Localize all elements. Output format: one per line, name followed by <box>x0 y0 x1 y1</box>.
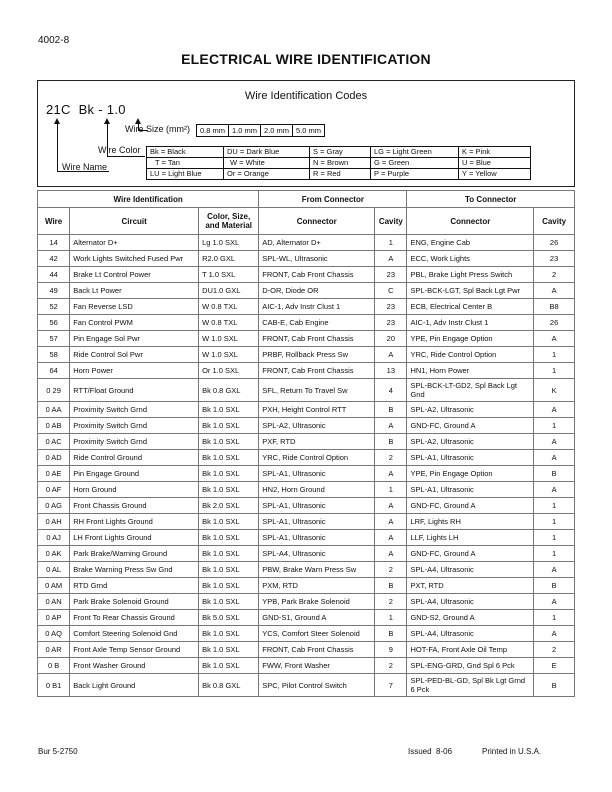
to-cavity: A <box>534 434 575 450</box>
group-header-to-connector: To Connector <box>407 191 575 208</box>
from-cavity: B <box>375 434 407 450</box>
from-cavity: A <box>375 251 407 267</box>
code-example: 21C Bk - 1.0 <box>46 102 126 117</box>
circuit-name: RH Front Lights Ground <box>70 514 199 530</box>
to-connector: HN1, Horn Power <box>407 363 534 379</box>
table-row <box>38 331 575 347</box>
from-cavity: 20 <box>375 331 407 347</box>
to-connector: SPL-A1, Ultrasonic <box>407 450 534 466</box>
table-row <box>38 363 575 379</box>
wire-size-cell: 5.0 mm <box>293 125 325 137</box>
to-cavity: 1 <box>534 498 575 514</box>
wire-number: 57 <box>38 331 70 347</box>
color-code: Y = Yellow <box>459 169 531 180</box>
to-connector: ECC, Work Lights <box>407 251 534 267</box>
from-cavity: 1 <box>375 235 407 251</box>
from-connector: YRC, Ride Control Option <box>259 450 375 466</box>
to-cavity: B <box>534 578 575 594</box>
column-header-color-size: Color, Size, and Material <box>199 208 259 235</box>
table-row <box>38 235 575 251</box>
color-size-material: Bk 1.0 SXL <box>199 434 259 450</box>
color-size-material: Bk 2.0 SXL <box>199 498 259 514</box>
to-cavity: 2 <box>534 642 575 658</box>
color-size-material: Bk 1.0 SXL <box>199 482 259 498</box>
wire-number: 0 B <box>38 658 70 674</box>
color-code: N = Brown <box>310 158 371 169</box>
table-row <box>38 283 575 299</box>
table-row <box>38 418 575 434</box>
color-code: P = Purple <box>371 169 459 180</box>
to-connector: LRF, Lights RH <box>407 514 534 530</box>
codes-heading: Wire Identification Codes <box>244 90 368 102</box>
to-connector: LLF, Lights LH <box>407 530 534 546</box>
from-connector: SPL-A2, Ultrasonic <box>259 418 375 434</box>
from-cavity: A <box>375 514 407 530</box>
to-cavity: A <box>534 626 575 642</box>
table-row <box>38 578 575 594</box>
table-row <box>38 642 575 658</box>
circuit-name: Back Lt Power <box>70 283 199 299</box>
table-row <box>38 402 575 418</box>
to-cavity: A <box>534 331 575 347</box>
color-size-material: Bk 1.0 SXL <box>199 594 259 610</box>
from-connector: FRONT, Cab Front Chassis <box>259 267 375 283</box>
from-cavity: C <box>375 283 407 299</box>
color-code: G = Green <box>371 158 459 169</box>
circuit-name: LH Front Lights Ground <box>70 530 199 546</box>
circuit-name: Brake Warning Press Sw Gnd <box>70 562 199 578</box>
circuit-name: Front Axle Temp Sensor Ground <box>70 642 199 658</box>
wire-number: 42 <box>38 251 70 267</box>
circuit-name: Alternator D+ <box>70 235 199 251</box>
from-connector: PXH, Height Control RTT <box>259 402 375 418</box>
from-cavity: 9 <box>375 642 407 658</box>
wire-number: 0 AL <box>38 562 70 578</box>
circuit-name: Pin Engage Sol Pwr <box>70 331 199 347</box>
circuit-name: Pin Engage Ground <box>70 466 199 482</box>
from-connector: SPL-A1, Ultrasonic <box>259 466 375 482</box>
color-size-material: Bk 1.0 SXL <box>199 466 259 482</box>
page-number: 4002-8 <box>38 35 70 46</box>
from-connector: SPL-A1, Ultrasonic <box>259 514 375 530</box>
wire-number: 0 AM <box>38 578 70 594</box>
color-size-material: Lg 1.0 SXL <box>199 235 259 251</box>
table-row <box>38 610 575 626</box>
circuit-name: Fan Control PWM <box>70 315 199 331</box>
color-size-material: Bk 1.0 SXL <box>199 450 259 466</box>
color-size-material: Bk 1.0 SXL <box>199 578 259 594</box>
table-row <box>38 315 575 331</box>
from-cavity: B <box>375 402 407 418</box>
column-header-circuit: Circuit <box>70 208 199 235</box>
to-cavity: A <box>534 450 575 466</box>
wire-number: 0 B1 <box>38 674 70 697</box>
from-connector: SFL, Return To Travel Sw <box>259 379 375 402</box>
from-cavity: A <box>375 498 407 514</box>
to-connector: PBL, Brake Light Press Switch <box>407 267 534 283</box>
from-cavity: B <box>375 626 407 642</box>
from-cavity: A <box>375 418 407 434</box>
from-connector: PBW, Brake Warn Press Sw <box>259 562 375 578</box>
color-size-material: Or 1.0 SXL <box>199 363 259 379</box>
wire-number: 52 <box>38 299 70 315</box>
wire-name-label: Wire Name <box>62 162 108 172</box>
to-cavity: 26 <box>534 235 575 251</box>
wire-table <box>37 190 575 697</box>
wire-number: 49 <box>38 283 70 299</box>
table-row <box>38 658 575 674</box>
wire-color-label: Wire Color <box>98 145 141 155</box>
circuit-name: Comfort Steering Solenoid Gnd <box>70 626 199 642</box>
table-row <box>38 546 575 562</box>
from-connector: AIC-1, Adv Instr Clust 1 <box>259 299 375 315</box>
table-row <box>38 450 575 466</box>
column-header-wire: Wire <box>38 208 70 235</box>
circuit-name: RTT/Float Ground <box>70 379 199 402</box>
from-connector: YPB, Park Brake Solenoid <box>259 594 375 610</box>
wire-number: 44 <box>38 267 70 283</box>
table-row <box>38 562 575 578</box>
from-cavity: 2 <box>375 450 407 466</box>
from-connector: AD, Alternator D+ <box>259 235 375 251</box>
from-connector: SPL-A1, Ultrasonic <box>259 498 375 514</box>
color-size-material: Bk 1.0 SXL <box>199 402 259 418</box>
to-cavity: 1 <box>534 514 575 530</box>
color-code: S = Gray <box>310 147 371 158</box>
color-size-material: W 1.0 SXL <box>199 347 259 363</box>
from-cavity: 23 <box>375 299 407 315</box>
color-size-material: Bk 1.0 SXL <box>199 530 259 546</box>
wire-number: 0 AQ <box>38 626 70 642</box>
to-connector: SPL-A4, Ultrasonic <box>407 594 534 610</box>
from-cavity: 7 <box>375 674 407 697</box>
from-cavity: 13 <box>375 363 407 379</box>
wire-number: 0 AF <box>38 482 70 498</box>
table-row <box>38 594 575 610</box>
table-row <box>38 379 575 402</box>
to-cavity: 1 <box>534 347 575 363</box>
to-connector: HOT-FA, Front Axle Oil Temp <box>407 642 534 658</box>
color-size-material: Bk 1.0 SXL <box>199 546 259 562</box>
wire-number: 0 AG <box>38 498 70 514</box>
from-cavity: 23 <box>375 267 407 283</box>
color-size-material: R2.0 GXL <box>199 251 259 267</box>
table-row <box>38 299 575 315</box>
wire-number: 0 AJ <box>38 530 70 546</box>
wire-number: 58 <box>38 347 70 363</box>
circuit-name: Front Chassis Ground <box>70 498 199 514</box>
wire-codes-legend <box>37 80 575 187</box>
from-connector: CAB-E, Cab Engine <box>259 315 375 331</box>
wire-number: 0 AD <box>38 450 70 466</box>
color-size-material: Bk 0.8 GXL <box>199 674 259 697</box>
wire-number: 0 AA <box>38 402 70 418</box>
color-code: T = Tan <box>147 158 224 169</box>
wire-size-label: Wire Size (mm²) <box>125 124 190 134</box>
table-row <box>38 674 575 697</box>
from-connector: SPL-A1, Ultrasonic <box>259 530 375 546</box>
to-connector: SPL-PED-BL-GD, Spl Bk Lgt Grnd 6 Pck <box>407 674 534 697</box>
from-connector: SPL-A4, Ultrasonic <box>259 546 375 562</box>
color-size-material: Bk 5.0 SXL <box>199 610 259 626</box>
wire-number: 0 AE <box>38 466 70 482</box>
circuit-name: Horn Power <box>70 363 199 379</box>
from-connector: D-OR, Diode OR <box>259 283 375 299</box>
wire-number: 0 AC <box>38 434 70 450</box>
from-connector: PXM, RTD <box>259 578 375 594</box>
to-cavity: E <box>534 658 575 674</box>
color-code: Or = Orange <box>224 169 310 180</box>
table-row <box>38 626 575 642</box>
to-cavity: A <box>534 594 575 610</box>
table-row <box>38 267 575 283</box>
to-connector: SPL-ENG-GRD, Gnd Spl 6 Pck <box>407 658 534 674</box>
from-cavity: 23 <box>375 315 407 331</box>
color-size-material: DU1.0 GXL <box>199 283 259 299</box>
from-connector: FRONT, Cab Front Chassis <box>259 331 375 347</box>
from-connector: SPL-WL, Ultrasonic <box>259 251 375 267</box>
to-connector: SPL-BCK-LGT, Spl Back Lgt Pwr <box>407 283 534 299</box>
circuit-name: Fan Reverse LSD <box>70 299 199 315</box>
to-cavity: 1 <box>534 610 575 626</box>
from-connector: GND-S1, Ground A <box>259 610 375 626</box>
to-connector: SPL-A4, Ultrasonic <box>407 626 534 642</box>
to-cavity: 1 <box>534 546 575 562</box>
color-code: R = Red <box>310 169 371 180</box>
to-connector: SPL-BCK-LT-GD2, Spl Back Lgt Gnd <box>407 379 534 402</box>
color-code: LG = Light Green <box>371 147 459 158</box>
from-cavity: 2 <box>375 594 407 610</box>
color-size-material: Bk 1.0 SXL <box>199 514 259 530</box>
color-size-material: W 0.8 TXL <box>199 299 259 315</box>
to-cavity: B <box>534 466 575 482</box>
to-connector: AIC-1, Adv Instr Clust 1 <box>407 315 534 331</box>
from-connector: PRBF, Rollback Press Sw <box>259 347 375 363</box>
page-title: ELECTRICAL WIRE IDENTIFICATION <box>181 51 431 67</box>
color-code: K = Pink <box>459 147 531 158</box>
to-connector: GND-FC, Ground A <box>407 498 534 514</box>
circuit-name: Horn Ground <box>70 482 199 498</box>
to-cavity: A <box>534 283 575 299</box>
from-cavity: 2 <box>375 562 407 578</box>
to-cavity: 2 <box>534 267 575 283</box>
wire-color-leader-h <box>107 156 145 157</box>
circuit-name: Ride Control Sol Pwr <box>70 347 199 363</box>
circuit-name: RTD Grnd <box>70 578 199 594</box>
color-size-material: Bk 0.8 GXL <box>199 379 259 402</box>
circuit-name: Park Brake/Warning Ground <box>70 546 199 562</box>
to-connector: ECB, Electrical Center B <box>407 299 534 315</box>
to-connector: PXT, RTD <box>407 578 534 594</box>
table-row <box>38 498 575 514</box>
to-connector: ENG, Engine Cab <box>407 235 534 251</box>
from-cavity: A <box>375 530 407 546</box>
circuit-name: Ride Control Ground <box>70 450 199 466</box>
color-size-material: Bk 1.0 SXL <box>199 658 259 674</box>
column-header-from-cavity: Cavity <box>375 208 407 235</box>
wire-size-cell: 1.0 mm <box>229 125 261 137</box>
wire-size-table <box>196 124 325 137</box>
to-connector: SPL-A4, Ultrasonic <box>407 562 534 578</box>
group-header-from-connector: From Connector <box>259 191 407 208</box>
circuit-name: Proximity Switch Grnd <box>70 418 199 434</box>
table-row <box>38 530 575 546</box>
color-size-material: T 1.0 SXL <box>199 267 259 283</box>
to-connector: GND-S2, Ground A <box>407 610 534 626</box>
from-cavity: B <box>375 578 407 594</box>
table-row <box>38 347 575 363</box>
wire-number: 64 <box>38 363 70 379</box>
to-cavity: 23 <box>534 251 575 267</box>
issued-date: Issued 8-06 <box>408 747 453 756</box>
wire-number: 0 AB <box>38 418 70 434</box>
color-code: Bk = Black <box>147 147 224 158</box>
table-row <box>38 434 575 450</box>
wire-number: 0 AP <box>38 610 70 626</box>
to-cavity: 1 <box>534 363 575 379</box>
wire-name-leader <box>57 124 58 171</box>
circuit-name: Work Lights Switched Fused Pwr <box>70 251 199 267</box>
from-cavity: 4 <box>375 379 407 402</box>
circuit-name: Front Washer Ground <box>70 658 199 674</box>
to-connector: SPL-A2, Ultrasonic <box>407 434 534 450</box>
to-cavity: A <box>534 482 575 498</box>
circuit-name: Park Brake Solenoid Ground <box>70 594 199 610</box>
circuit-name: Proximity Switch Grnd <box>70 434 199 450</box>
wire-color-table <box>146 146 531 180</box>
from-cavity: 1 <box>375 482 407 498</box>
color-size-material: Bk 1.0 SXL <box>199 418 259 434</box>
to-cavity: K <box>534 379 575 402</box>
color-size-material: W 0.8 TXL <box>199 315 259 331</box>
from-connector: FWW, Front Washer <box>259 658 375 674</box>
circuit-name: Brake Lt Control Power <box>70 267 199 283</box>
to-connector: YRC, Ride Control Option <box>407 347 534 363</box>
to-connector: YPE, Pin Engage Option <box>407 331 534 347</box>
to-cavity: 1 <box>534 530 575 546</box>
to-cavity: B <box>534 674 575 697</box>
group-header-wire-identification: Wire Identification <box>38 191 259 208</box>
to-cavity: A <box>534 562 575 578</box>
to-connector: GND-FC, Ground A <box>407 418 534 434</box>
color-size-material: Bk 1.0 SXL <box>199 642 259 658</box>
table-row <box>38 251 575 267</box>
from-cavity: A <box>375 546 407 562</box>
circuit-name: Front To Rear Chassis Ground <box>70 610 199 626</box>
table-row <box>38 514 575 530</box>
from-connector: SPC, Pilot Control Switch <box>259 674 375 697</box>
from-cavity: A <box>375 466 407 482</box>
from-connector: HN2, Horn Ground <box>259 482 375 498</box>
to-cavity: A <box>534 402 575 418</box>
column-header-to-connector: Connector <box>407 208 534 235</box>
document-id: Bur 5-2750 <box>38 747 78 756</box>
column-header-from-connector: Connector <box>259 208 375 235</box>
wire-number: 14 <box>38 235 70 251</box>
table-row <box>38 466 575 482</box>
from-connector: FRONT, Cab Front Chassis <box>259 363 375 379</box>
to-connector: SPL-A1, Ultrasonic <box>407 482 534 498</box>
to-connector: SPL-A2, Ultrasonic <box>407 402 534 418</box>
color-code: W = White <box>224 158 310 169</box>
from-cavity: 2 <box>375 658 407 674</box>
color-code: U = Blue <box>459 158 531 169</box>
to-connector: GND-FC, Ground A <box>407 546 534 562</box>
from-connector: PXF, RTD <box>259 434 375 450</box>
from-connector: YCS, Comfort Steer Solenoid <box>259 626 375 642</box>
circuit-name: Proximity Switch Grnd <box>70 402 199 418</box>
wire-number: 0 AN <box>38 594 70 610</box>
to-cavity: 1 <box>534 418 575 434</box>
wire-number: 0 AH <box>38 514 70 530</box>
color-size-material: Bk 1.0 SXL <box>199 626 259 642</box>
to-cavity: B8 <box>534 299 575 315</box>
to-cavity: 26 <box>534 315 575 331</box>
from-cavity: A <box>375 347 407 363</box>
from-cavity: 1 <box>375 610 407 626</box>
wire-size-cell: 0.8 mm <box>197 125 229 137</box>
color-code: DU = Dark Blue <box>224 147 310 158</box>
wire-size-cell: 2.0 mm <box>261 125 293 137</box>
wire-number: 0 AK <box>38 546 70 562</box>
wire-number: 0 29 <box>38 379 70 402</box>
wire-number: 56 <box>38 315 70 331</box>
column-header-to-cavity: Cavity <box>534 208 575 235</box>
wire-number: 0 AR <box>38 642 70 658</box>
from-connector: FRONT, Cab Front Chassis <box>259 642 375 658</box>
table-row <box>38 482 575 498</box>
color-size-material: Bk 1.0 SXL <box>199 562 259 578</box>
circuit-name: Back Light Ground <box>70 674 199 697</box>
to-connector: YPE, Pin Engage Option <box>407 466 534 482</box>
color-code: LU = Light Blue <box>147 169 224 180</box>
printed-in: Printed in U.S.A. <box>482 747 542 756</box>
color-size-material: W 1.0 SXL <box>199 331 259 347</box>
